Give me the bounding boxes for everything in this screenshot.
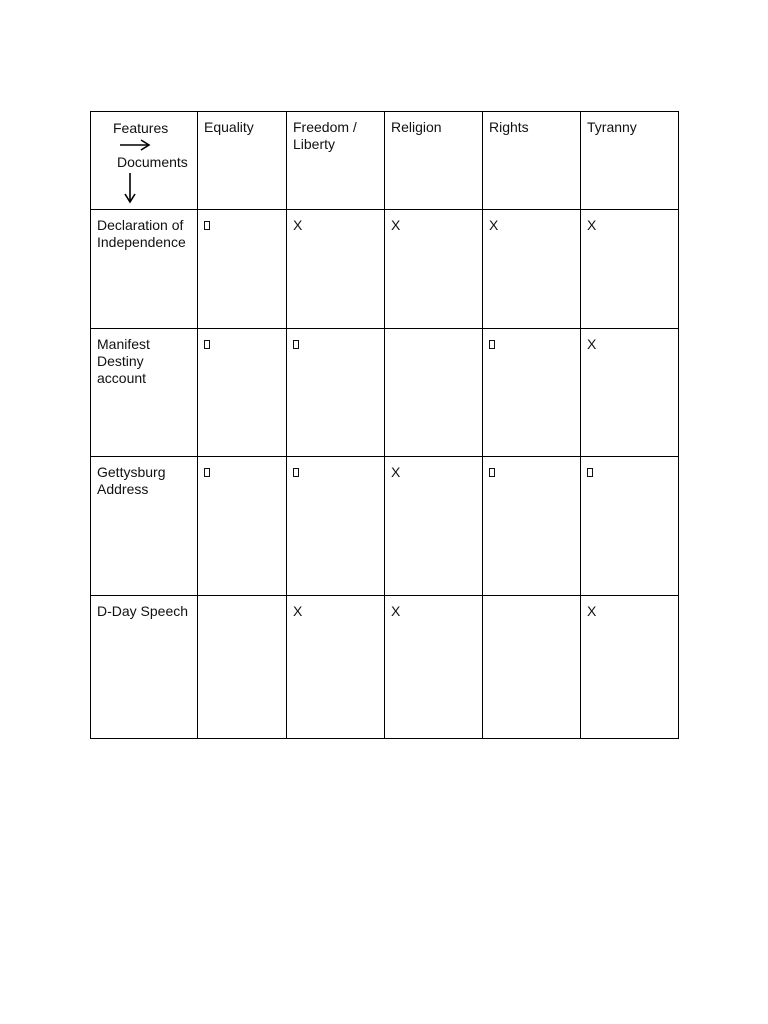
table-cell bbox=[198, 457, 287, 596]
empty-box-glyph-icon bbox=[489, 468, 495, 477]
row-document-label: Gettysburg Address bbox=[91, 457, 198, 596]
table-row bbox=[91, 457, 679, 596]
table-cell bbox=[287, 329, 385, 457]
column-header-equality: Equality bbox=[198, 112, 287, 210]
table-cell bbox=[198, 596, 287, 739]
column-header-rights: Rights bbox=[483, 112, 581, 210]
table-cell bbox=[385, 457, 483, 596]
features-documents-table bbox=[90, 111, 679, 739]
empty-box-glyph-icon bbox=[204, 468, 210, 477]
cell-mark: X bbox=[587, 217, 597, 233]
table-cell bbox=[483, 210, 581, 329]
table-row bbox=[91, 329, 679, 457]
table-cell bbox=[287, 596, 385, 739]
cell-mark: X bbox=[391, 217, 401, 233]
features-label: Features bbox=[113, 120, 169, 136]
cell-mark bbox=[293, 464, 378, 481]
row-document-label: D-Day Speech bbox=[91, 596, 198, 739]
empty-box-glyph-icon bbox=[204, 340, 210, 349]
cell-mark: X bbox=[587, 336, 597, 352]
cell-mark: X bbox=[489, 217, 499, 233]
column-header-tyranny: Tyranny bbox=[581, 112, 679, 210]
table-cell bbox=[385, 210, 483, 329]
cell-mark bbox=[489, 464, 574, 481]
table-cell bbox=[483, 329, 581, 457]
cell-mark bbox=[204, 464, 280, 481]
table-cell bbox=[198, 329, 287, 457]
column-header-freedom-liberty: Freedom / Liberty bbox=[287, 112, 385, 210]
cell-mark bbox=[293, 336, 378, 353]
cell-mark bbox=[204, 336, 280, 353]
cell-mark bbox=[489, 603, 574, 620]
cell-mark bbox=[587, 464, 672, 481]
cell-mark: X bbox=[587, 603, 597, 619]
header-row bbox=[91, 112, 679, 210]
table-cell bbox=[385, 596, 483, 739]
cell-mark: X bbox=[293, 217, 303, 233]
row-document-label: Manifest Destiny account bbox=[91, 329, 198, 457]
cell-mark: X bbox=[391, 464, 401, 480]
table-cell bbox=[198, 210, 287, 329]
table-cell bbox=[287, 210, 385, 329]
table-cell bbox=[483, 457, 581, 596]
table-cell bbox=[581, 329, 679, 457]
cell-mark: X bbox=[391, 603, 401, 619]
table-cell bbox=[581, 210, 679, 329]
cell-mark bbox=[391, 336, 476, 353]
cell-mark: X bbox=[293, 603, 303, 619]
row-document-label: Declaration of Independence bbox=[91, 210, 198, 329]
column-header-religion: Religion bbox=[385, 112, 483, 210]
empty-box-glyph-icon bbox=[587, 468, 593, 477]
empty-box-glyph-icon bbox=[489, 340, 495, 349]
down-arrow-icon bbox=[123, 172, 137, 204]
cell-mark bbox=[489, 336, 574, 353]
right-arrow-icon bbox=[119, 138, 151, 152]
empty-box-glyph-icon bbox=[293, 468, 299, 477]
table-cell bbox=[483, 596, 581, 739]
documents-label: Documents bbox=[117, 154, 188, 170]
cell-mark bbox=[204, 603, 280, 620]
table-cell bbox=[385, 329, 483, 457]
corner-header-cell bbox=[91, 112, 198, 210]
empty-box-glyph-icon bbox=[293, 340, 299, 349]
table-cell bbox=[581, 457, 679, 596]
table-row bbox=[91, 596, 679, 739]
table-cell bbox=[581, 596, 679, 739]
cell-mark bbox=[204, 217, 280, 234]
table-cell bbox=[287, 457, 385, 596]
table-row bbox=[91, 210, 679, 329]
empty-box-glyph-icon bbox=[204, 221, 210, 230]
